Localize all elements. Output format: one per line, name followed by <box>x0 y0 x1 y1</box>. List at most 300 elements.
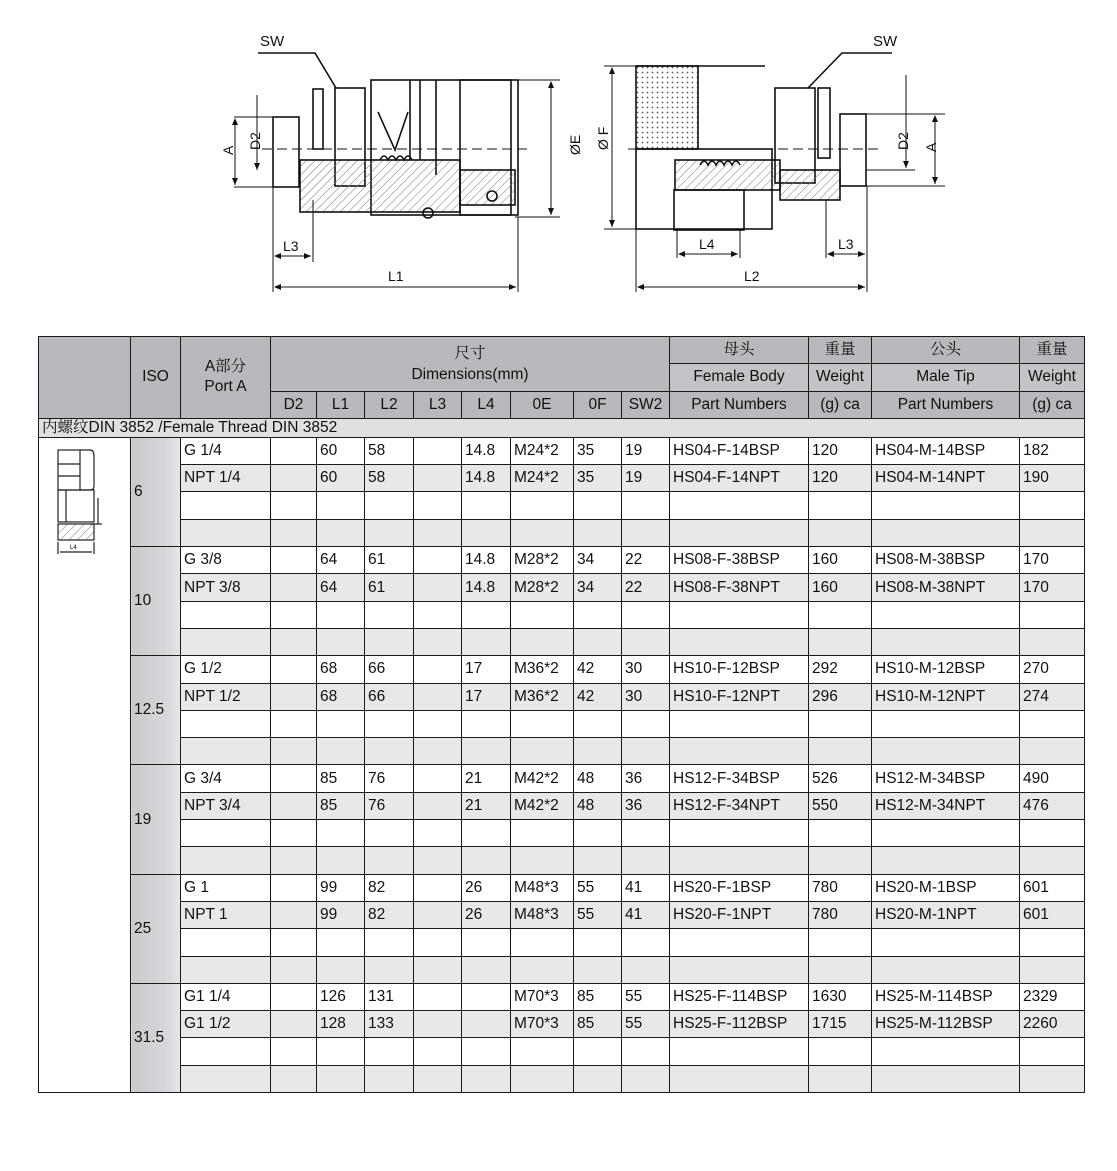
l2-cell <box>365 929 414 956</box>
l4-cell <box>462 1065 511 1092</box>
sw2-cell: 41 <box>622 874 670 901</box>
d2-cell <box>271 738 317 765</box>
0e-cell <box>511 492 574 519</box>
female-weight <box>809 601 872 628</box>
male-weight: 601 <box>1020 874 1085 901</box>
header-blank <box>39 337 131 419</box>
0f-cell <box>574 710 622 737</box>
0f-cell <box>574 1038 622 1065</box>
0e-cell <box>511 929 574 956</box>
header-female-cn: 母头 <box>670 337 809 364</box>
svg-text:Ø F: Ø F <box>595 126 611 150</box>
sw2-cell: 36 <box>622 765 670 792</box>
port-cell <box>181 628 271 655</box>
svg-text:SW: SW <box>873 33 898 50</box>
l1-cell <box>317 492 365 519</box>
female-weight <box>809 1038 872 1065</box>
female-part-number <box>670 601 809 628</box>
l3-cell <box>414 1038 462 1065</box>
l4-cell: 26 <box>462 874 511 901</box>
table-row <box>39 1065 1085 1092</box>
table-row <box>39 820 1085 847</box>
female-part-number: HS10-F-12NPT <box>670 683 809 710</box>
sw2-cell <box>622 628 670 655</box>
d2-cell <box>271 901 317 928</box>
0e-cell: M24*2 <box>511 465 574 492</box>
l3-cell <box>414 574 462 601</box>
l3-cell <box>414 929 462 956</box>
l3-cell <box>414 956 462 983</box>
d2-cell <box>271 492 317 519</box>
female-weight: 1715 <box>809 1011 872 1038</box>
l1-cell <box>317 847 365 874</box>
header-0e: 0E <box>511 391 574 418</box>
0f-cell <box>574 492 622 519</box>
table-row <box>39 983 1085 1010</box>
l2-cell: 133 <box>365 1011 414 1038</box>
l2-cell: 61 <box>365 574 414 601</box>
l2-cell <box>365 956 414 983</box>
sw2-cell: 30 <box>622 683 670 710</box>
0e-cell <box>511 738 574 765</box>
female-weight: 296 <box>809 683 872 710</box>
sw2-cell: 55 <box>622 1011 670 1038</box>
female-weight: 780 <box>809 901 872 928</box>
0e-cell: M48*3 <box>511 874 574 901</box>
l2-cell: 58 <box>365 465 414 492</box>
male-weight: 2260 <box>1020 1011 1085 1038</box>
l3-cell <box>414 601 462 628</box>
female-weight: 160 <box>809 574 872 601</box>
male-part-number <box>872 820 1020 847</box>
female-part-number <box>670 710 809 737</box>
header-male-sub: Part Numbers <box>872 391 1020 418</box>
l3-cell <box>414 628 462 655</box>
port-cell: G1 1/2 <box>181 1011 271 1038</box>
port-cell <box>181 1065 271 1092</box>
0f-cell <box>574 929 622 956</box>
d2-cell <box>271 983 317 1010</box>
0e-cell: M42*2 <box>511 792 574 819</box>
l1-cell <box>317 738 365 765</box>
l4-cell <box>462 738 511 765</box>
l3-cell <box>414 738 462 765</box>
female-part-number: HS25-F-112BSP <box>670 1011 809 1038</box>
sw2-cell <box>622 820 670 847</box>
male-weight <box>1020 519 1085 546</box>
l1-cell: 99 <box>317 901 365 928</box>
port-cell: NPT 3/4 <box>181 792 271 819</box>
male-weight: 274 <box>1020 683 1085 710</box>
header-sw2: SW2 <box>622 391 670 418</box>
0f-cell: 35 <box>574 437 622 464</box>
sw2-cell <box>622 956 670 983</box>
svg-text:A: A <box>923 142 939 152</box>
table-row <box>39 710 1085 737</box>
header-port-cn: A部分 <box>204 358 247 376</box>
0f-cell: 85 <box>574 1011 622 1038</box>
iso-size-cell: 25 <box>131 874 181 983</box>
sw2-cell <box>622 1065 670 1092</box>
male-part-number <box>872 519 1020 546</box>
header-0f: 0F <box>574 391 622 418</box>
l3-cell <box>414 1011 462 1038</box>
male-part-number: HS10-M-12BSP <box>872 656 1020 683</box>
0f-cell: 34 <box>574 547 622 574</box>
header-weight2-cn: 重量 <box>1020 337 1085 364</box>
female-part-number <box>670 956 809 983</box>
0e-cell: M28*2 <box>511 574 574 601</box>
female-part-number <box>670 929 809 956</box>
iso-size-cell: 6 <box>131 437 181 546</box>
table-row <box>39 574 1085 601</box>
l2-cell: 76 <box>365 792 414 819</box>
specification-table <box>38 336 1085 1093</box>
0e-cell <box>511 519 574 546</box>
male-weight: 490 <box>1020 765 1085 792</box>
male-weight <box>1020 929 1085 956</box>
l2-cell <box>365 1065 414 1092</box>
d2-cell <box>271 656 317 683</box>
male-weight <box>1020 738 1085 765</box>
male-weight: 601 <box>1020 901 1085 928</box>
male-part-number: HS25-M-112BSP <box>872 1011 1020 1038</box>
0e-cell <box>511 820 574 847</box>
female-weight <box>809 956 872 983</box>
table-row <box>39 601 1085 628</box>
female-part-number <box>670 820 809 847</box>
0e-cell: M48*3 <box>511 901 574 928</box>
l2-cell <box>365 710 414 737</box>
female-part-number: HS08-F-38BSP <box>670 547 809 574</box>
d2-cell <box>271 574 317 601</box>
female-weight: 1630 <box>809 983 872 1010</box>
female-weight <box>809 929 872 956</box>
male-weight <box>1020 1065 1085 1092</box>
male-part-number: HS20-M-1NPT <box>872 901 1020 928</box>
female-part-number <box>670 1038 809 1065</box>
0e-cell: M36*2 <box>511 656 574 683</box>
l1-cell <box>317 601 365 628</box>
sw2-cell: 19 <box>622 437 670 464</box>
l4-cell <box>462 983 511 1010</box>
0e-cell: M42*2 <box>511 765 574 792</box>
l4-cell <box>462 820 511 847</box>
l3-cell <box>414 465 462 492</box>
l1-cell: 68 <box>317 683 365 710</box>
female-part-number <box>670 738 809 765</box>
female-part-number: HS08-F-38NPT <box>670 574 809 601</box>
0f-cell <box>574 601 622 628</box>
female-part-number <box>670 519 809 546</box>
port-cell: NPT 1/2 <box>181 683 271 710</box>
d2-cell <box>271 1011 317 1038</box>
l1-cell: 60 <box>317 437 365 464</box>
male-part-number: HS12-M-34BSP <box>872 765 1020 792</box>
female-part-number: HS12-F-34BSP <box>670 765 809 792</box>
female-part-number: HS20-F-1BSP <box>670 874 809 901</box>
l1-cell <box>317 519 365 546</box>
table-row <box>39 901 1085 928</box>
female-weight <box>809 1065 872 1092</box>
table-row <box>39 628 1085 655</box>
table-row <box>39 874 1085 901</box>
male-part-number <box>872 847 1020 874</box>
l1-cell: 85 <box>317 765 365 792</box>
header-female-sub: Part Numbers <box>670 391 809 418</box>
l1-cell: 85 <box>317 792 365 819</box>
table-row <box>39 547 1085 574</box>
l2-cell <box>365 519 414 546</box>
l1-cell: 68 <box>317 656 365 683</box>
female-weight <box>809 710 872 737</box>
header-d2: D2 <box>271 391 317 418</box>
l2-cell: 66 <box>365 683 414 710</box>
table-row <box>39 847 1085 874</box>
male-weight: 270 <box>1020 656 1085 683</box>
port-cell: G 3/8 <box>181 547 271 574</box>
0f-cell <box>574 738 622 765</box>
0e-cell <box>511 601 574 628</box>
0e-cell: M24*2 <box>511 437 574 464</box>
male-weight: 170 <box>1020 574 1085 601</box>
0e-cell <box>511 710 574 737</box>
male-part-number: HS25-M-114BSP <box>872 983 1020 1010</box>
section-row <box>39 418 1085 437</box>
svg-text:D2: D2 <box>895 132 911 150</box>
0f-cell: 35 <box>574 465 622 492</box>
female-weight: 292 <box>809 656 872 683</box>
0f-cell: 85 <box>574 983 622 1010</box>
iso-size-cell: 19 <box>131 765 181 874</box>
l1-cell: 99 <box>317 874 365 901</box>
header-l1: L1 <box>317 391 365 418</box>
svg-text:L1: L1 <box>388 268 404 284</box>
male-weight <box>1020 820 1085 847</box>
l4-cell <box>462 1038 511 1065</box>
l4-cell <box>462 628 511 655</box>
0f-cell: 42 <box>574 683 622 710</box>
male-weight: 476 <box>1020 792 1085 819</box>
female-part-number <box>670 1065 809 1092</box>
header-weight2-en: Weight <box>1020 364 1085 391</box>
l1-cell <box>317 820 365 847</box>
female-part-number: HS10-F-12BSP <box>670 656 809 683</box>
d2-cell <box>271 956 317 983</box>
sw2-cell: 55 <box>622 983 670 1010</box>
sw2-cell: 19 <box>622 465 670 492</box>
l4-cell: 21 <box>462 765 511 792</box>
port-cell <box>181 601 271 628</box>
0e-cell <box>511 1038 574 1065</box>
header-dimensions-en: Dimensions(mm) <box>411 365 529 383</box>
female-part-number: HS25-F-114BSP <box>670 983 809 1010</box>
l2-cell <box>365 628 414 655</box>
0f-cell <box>574 820 622 847</box>
male-part-number <box>872 601 1020 628</box>
l4-cell <box>462 519 511 546</box>
male-part-number: HS20-M-1BSP <box>872 874 1020 901</box>
svg-text:ØE: ØE <box>567 134 583 155</box>
male-weight: 190 <box>1020 465 1085 492</box>
male-weight <box>1020 1038 1085 1065</box>
0f-cell: 55 <box>574 901 622 928</box>
0e-cell: M70*3 <box>511 1011 574 1038</box>
port-cell: G 3/4 <box>181 765 271 792</box>
0f-cell: 48 <box>574 765 622 792</box>
l4-cell <box>462 929 511 956</box>
l2-cell <box>365 738 414 765</box>
0f-cell: 34 <box>574 574 622 601</box>
d2-cell <box>271 683 317 710</box>
d2-cell <box>271 437 317 464</box>
header-iso: ISO <box>131 337 181 419</box>
male-part-number <box>872 710 1020 737</box>
female-weight <box>809 847 872 874</box>
0e-cell <box>511 956 574 983</box>
female-weight <box>809 628 872 655</box>
female-weight <box>809 738 872 765</box>
0f-cell <box>574 628 622 655</box>
l3-cell <box>414 656 462 683</box>
l3-cell <box>414 874 462 901</box>
table-row <box>39 765 1085 792</box>
table-row <box>39 519 1085 546</box>
0e-cell: M28*2 <box>511 547 574 574</box>
d2-cell <box>271 792 317 819</box>
l1-cell <box>317 710 365 737</box>
l3-cell <box>414 820 462 847</box>
l3-cell <box>414 847 462 874</box>
sw2-cell: 36 <box>622 792 670 819</box>
sw2-cell <box>622 1038 670 1065</box>
l4-cell: 21 <box>462 792 511 819</box>
l4-cell: 26 <box>462 901 511 928</box>
l4-cell <box>462 1011 511 1038</box>
port-cell: NPT 3/8 <box>181 574 271 601</box>
male-weight <box>1020 956 1085 983</box>
l2-cell <box>365 601 414 628</box>
header-dimensions <box>271 337 670 392</box>
l2-cell: 66 <box>365 656 414 683</box>
male-part-number <box>872 628 1020 655</box>
header-weight-cn: 重量 <box>809 337 872 364</box>
iso-size-cell: 31.5 <box>131 983 181 1092</box>
header-female-en: Female Body <box>670 364 809 391</box>
l1-cell <box>317 956 365 983</box>
male-weight: 182 <box>1020 437 1085 464</box>
male-part-number <box>872 1038 1020 1065</box>
d2-cell <box>271 1065 317 1092</box>
0e-cell: M36*2 <box>511 683 574 710</box>
port-cell: G 1/2 <box>181 656 271 683</box>
l3-cell <box>414 765 462 792</box>
male-weight <box>1020 628 1085 655</box>
female-weight <box>809 820 872 847</box>
svg-text:D2: D2 <box>247 132 263 150</box>
male-tip-drawing <box>595 33 945 292</box>
female-part-number <box>670 847 809 874</box>
svg-text:L3: L3 <box>838 236 854 252</box>
female-part-number: HS12-F-34NPT <box>670 792 809 819</box>
female-part-number: HS04-F-14BSP <box>670 437 809 464</box>
female-weight <box>809 492 872 519</box>
female-thread-inset <box>39 437 131 1092</box>
l4-cell: 17 <box>462 683 511 710</box>
l3-cell <box>414 492 462 519</box>
0e-cell <box>511 847 574 874</box>
d2-cell <box>271 929 317 956</box>
svg-text:L2: L2 <box>744 268 760 284</box>
sw2-cell <box>622 847 670 874</box>
table-row <box>39 929 1085 956</box>
l2-cell: 58 <box>365 437 414 464</box>
0e-cell: M70*3 <box>511 983 574 1010</box>
female-weight: 120 <box>809 437 872 464</box>
table-row <box>39 465 1085 492</box>
svg-text:L3: L3 <box>283 238 299 254</box>
l4-cell: 14.8 <box>462 437 511 464</box>
d2-cell <box>271 628 317 655</box>
l2-cell: 131 <box>365 983 414 1010</box>
l1-cell: 64 <box>317 547 365 574</box>
l4-cell: 14.8 <box>462 574 511 601</box>
port-cell: G 1/4 <box>181 437 271 464</box>
port-cell <box>181 492 271 519</box>
sw2-cell <box>622 492 670 519</box>
port-cell: G 1 <box>181 874 271 901</box>
table-row <box>39 492 1085 519</box>
l4-cell: 14.8 <box>462 465 511 492</box>
sw2-cell: 22 <box>622 574 670 601</box>
iso-size-cell: 12.5 <box>131 656 181 765</box>
l4-cell <box>462 492 511 519</box>
l2-cell <box>365 820 414 847</box>
male-part-number: HS10-M-12NPT <box>872 683 1020 710</box>
l3-cell <box>414 519 462 546</box>
sw2-cell <box>622 519 670 546</box>
male-part-number: HS04-M-14NPT <box>872 465 1020 492</box>
l1-cell: 126 <box>317 983 365 1010</box>
male-part-number <box>872 1065 1020 1092</box>
table-row <box>39 1038 1085 1065</box>
section-title: 内螺纹DIN 3852 /Female Thread DIN 3852 <box>39 418 1085 437</box>
l2-cell <box>365 847 414 874</box>
l3-cell <box>414 710 462 737</box>
l4-cell: 14.8 <box>462 547 511 574</box>
l4-cell <box>462 601 511 628</box>
female-part-number <box>670 492 809 519</box>
d2-cell <box>271 820 317 847</box>
l3-cell <box>414 901 462 928</box>
port-cell <box>181 519 271 546</box>
male-weight <box>1020 710 1085 737</box>
d2-cell <box>271 601 317 628</box>
sw2-cell <box>622 710 670 737</box>
d2-cell <box>271 847 317 874</box>
l4-cell: 17 <box>462 656 511 683</box>
male-weight: 2329 <box>1020 983 1085 1010</box>
l3-cell <box>414 1065 462 1092</box>
l4-cell <box>462 710 511 737</box>
header-male-en: Male Tip <box>872 364 1020 391</box>
header-port <box>181 337 271 419</box>
male-part-number <box>872 956 1020 983</box>
l1-cell: 64 <box>317 574 365 601</box>
male-part-number: HS08-M-38NPT <box>872 574 1020 601</box>
female-weight: 120 <box>809 465 872 492</box>
l3-cell <box>414 547 462 574</box>
